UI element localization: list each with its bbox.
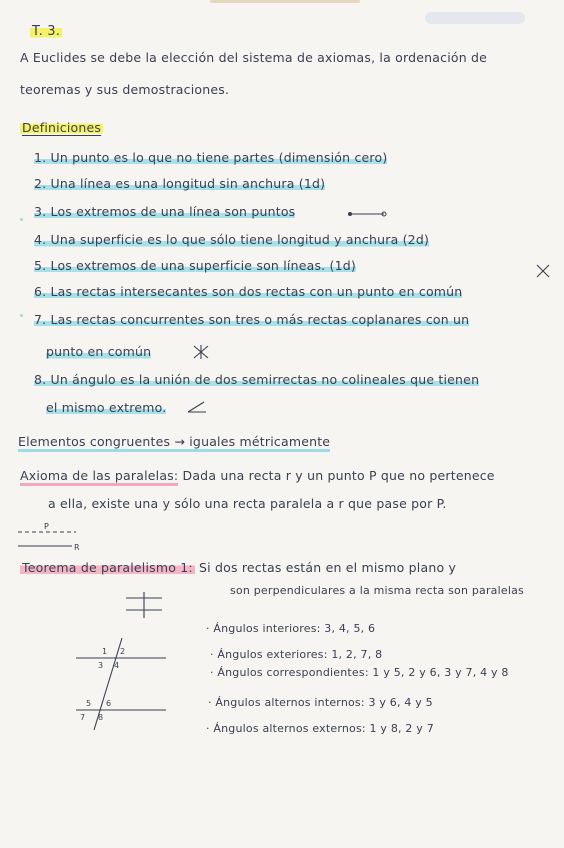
angle-1-label: 1: [102, 647, 108, 656]
topic-tag: T. 3.: [32, 24, 61, 39]
margin-dot: [20, 314, 23, 317]
definition-6: 6. Las rectas intersecantes son dos rectas con un punto en común: [34, 284, 463, 299]
angle-6-label: 6: [106, 699, 112, 708]
definition-7-cont: punto en común: [46, 344, 152, 359]
angle-5-label: 5: [86, 699, 92, 708]
angle-8-label: 8: [98, 713, 104, 722]
transversal-figure: [70, 636, 170, 732]
point-p-label: P: [44, 522, 49, 531]
definition-3: 3. Los extremos de una línea son puntos: [34, 204, 296, 219]
definition-2: 2. Una línea es una longitud sin anchura (1d): [34, 176, 326, 191]
angle-4-label: 4: [114, 661, 120, 670]
definition-1: 1. Un punto es lo que no tiene partes (dimensión cero): [34, 150, 388, 165]
segment-icon: [348, 210, 388, 218]
axioma-label: Axioma de las paralelas:: [20, 468, 178, 486]
pencil-mark: [425, 12, 525, 24]
margin-dot: [20, 218, 23, 221]
axioma-line-1: Axioma de las paralelas: Dada una recta r y un punto P que no pertenece: [20, 468, 495, 483]
definition-5: 5. Los extremos de una superficie son líneas. (1d): [34, 258, 356, 273]
teorema-line-1: Teorema de paralelismo 1: Si dos rectas están en el mismo plano y: [22, 560, 457, 575]
intro-line-1: A Euclides se debe la elección del sistema de axiomas, la ordenación de: [20, 50, 488, 65]
teorema-line-2: son perpendiculares a la misma recta son paralelas: [230, 584, 524, 597]
angle-3-label: 3: [98, 661, 104, 670]
axioma-line-2: a ella, existe una y sólo una recta paralela a r que pase por P.: [48, 496, 447, 511]
line-r-label: R: [74, 543, 80, 552]
definition-7: 7. Las rectas concurrentes son tres o más rectas coplanares con un: [34, 312, 470, 327]
teorema-label: Teorema de paralelismo 1:: [22, 560, 193, 575]
angle-2-label: 2: [120, 647, 126, 656]
elementos-congruentes: Elementos congruentes → iguales métricamente: [18, 434, 330, 449]
intro-line-2: teoremas y sus demostraciones.: [20, 82, 230, 97]
definiciones-heading: Definiciones: [22, 120, 102, 135]
angle-7-label: 7: [80, 713, 86, 722]
angulos-correspondientes: · Ángulos correspondientes: 1 y 5, 2 y 6, 3 y 7, 4 y 8: [210, 666, 509, 679]
angulos-exteriores: · Ángulos exteriores: 1, 2, 7, 8: [210, 648, 383, 661]
definition-8-cont: el mismo extremo.: [46, 400, 167, 415]
parallel-lines-figure: [16, 520, 86, 552]
page-edge: [210, 0, 360, 3]
definition-4: 4. Una superficie es lo que sólo tiene longitud y anchura (2d): [34, 232, 430, 247]
intersecting-lines-icon: [536, 264, 550, 278]
concurrent-lines-icon: [192, 344, 210, 360]
angulos-alternos-internos: · Ángulos alternos internos: 3 y 6, 4 y 5: [208, 696, 433, 709]
perpendicular-figure: [124, 590, 164, 620]
definition-8: 8. Un ángulo es la unión de dos semirrectas no colineales que tienen: [34, 372, 480, 387]
angulos-interiores: · Ángulos interiores: 3, 4, 5, 6: [206, 622, 376, 635]
angulos-alternos-externos: · Ángulos alternos externos: 1 y 8, 2 y 7: [206, 722, 434, 735]
angle-icon: [186, 400, 208, 414]
